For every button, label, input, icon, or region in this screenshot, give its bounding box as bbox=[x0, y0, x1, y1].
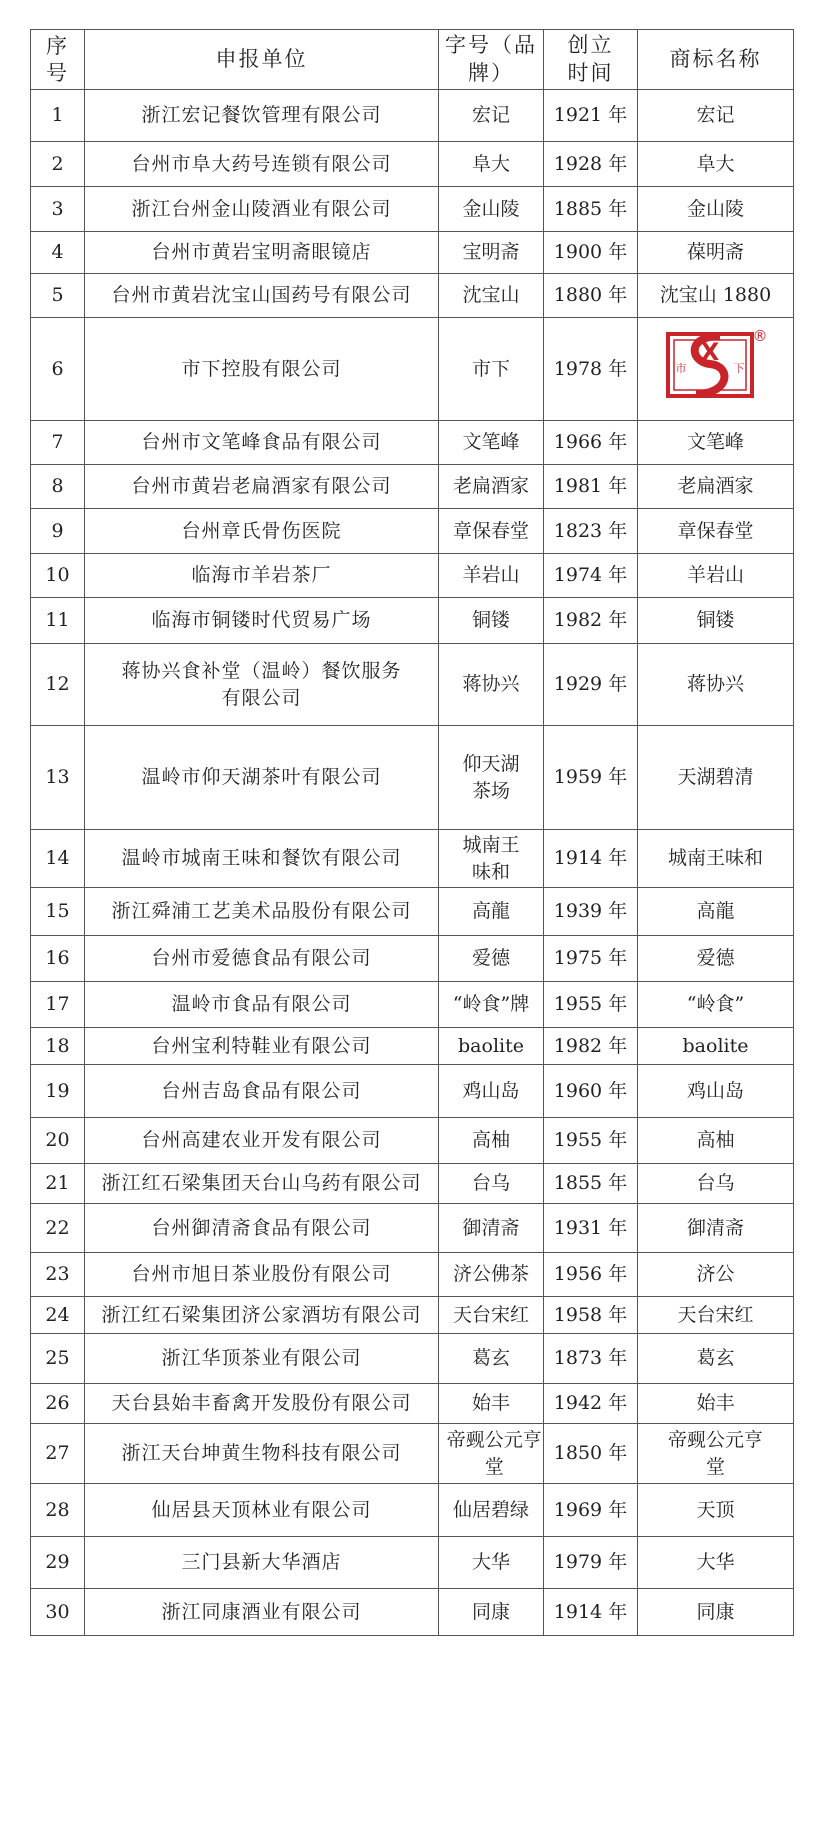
row-index: 10 bbox=[31, 554, 85, 598]
row-brand bbox=[439, 726, 544, 830]
row-trademark: 羊岩山 bbox=[638, 554, 794, 598]
row-index: 18 bbox=[31, 1028, 85, 1065]
row-unit: 浙江同康酒业有限公司 bbox=[85, 1589, 439, 1636]
row-index: 5 bbox=[31, 274, 85, 318]
header-index: 序号 bbox=[31, 30, 85, 90]
row-index: 30 bbox=[31, 1589, 85, 1636]
row-index: 19 bbox=[31, 1065, 85, 1118]
row-trademark: 章保春堂 bbox=[638, 509, 794, 554]
row-unit: 台州吉岛食品有限公司 bbox=[85, 1065, 439, 1118]
row-brand: 阜大 bbox=[439, 142, 544, 187]
row-trademark: 爱德 bbox=[638, 936, 794, 982]
row-brand: 爱德 bbox=[439, 936, 544, 982]
row-index: 24 bbox=[31, 1297, 85, 1334]
table-row bbox=[31, 187, 794, 232]
table-row bbox=[31, 1334, 794, 1384]
row-unit: 临海市铜镂时代贸易广场 bbox=[85, 598, 439, 644]
row-founded: 1959 年 bbox=[544, 726, 638, 830]
row-trademark: 始丰 bbox=[638, 1384, 794, 1424]
table-row bbox=[31, 1204, 794, 1253]
row-brand: 高柚 bbox=[439, 1118, 544, 1164]
row-unit: 仙居县天顶林业有限公司 bbox=[85, 1484, 439, 1537]
table-row bbox=[31, 726, 794, 830]
row-unit: 台州高建农业开发有限公司 bbox=[85, 1118, 439, 1164]
row-index: 8 bbox=[31, 465, 85, 509]
row-founded: 1914 年 bbox=[544, 830, 638, 888]
row-index: 16 bbox=[31, 936, 85, 982]
logo-letter: X bbox=[700, 338, 719, 367]
row-founded: 1974 年 bbox=[544, 554, 638, 598]
row-trademark: 台乌 bbox=[638, 1164, 794, 1204]
row-index: 22 bbox=[31, 1204, 85, 1253]
row-unit: 浙江华顶茶业有限公司 bbox=[85, 1334, 439, 1384]
row-founded: 1823 年 bbox=[544, 509, 638, 554]
row-unit: 台州市黄岩老扁酒家有限公司 bbox=[85, 465, 439, 509]
table-row bbox=[31, 142, 794, 187]
shixia-logo bbox=[664, 322, 768, 412]
row-founded: 1958 年 bbox=[544, 1297, 638, 1334]
row-founded: 1873 年 bbox=[544, 1334, 638, 1384]
row-trademark: 阜大 bbox=[638, 142, 794, 187]
header-trademark: 商标名称 bbox=[638, 30, 794, 90]
table-row bbox=[31, 1424, 794, 1484]
row-trademark bbox=[638, 1424, 794, 1484]
table-row bbox=[31, 1589, 794, 1636]
row-founded: 1885 年 bbox=[544, 187, 638, 232]
table-row bbox=[31, 1118, 794, 1164]
row-index: 26 bbox=[31, 1384, 85, 1424]
row-brand: 铜镂 bbox=[439, 598, 544, 644]
row-index: 23 bbox=[31, 1253, 85, 1297]
row-brand: 葛玄 bbox=[439, 1334, 544, 1384]
row-brand-text: 仰天湖茶场 bbox=[462, 752, 520, 802]
table-row bbox=[31, 509, 794, 554]
row-founded: 1928 年 bbox=[544, 142, 638, 187]
row-brand: 沈宝山 bbox=[439, 274, 544, 318]
table-row bbox=[31, 644, 794, 726]
row-trademark: 金山陵 bbox=[638, 187, 794, 232]
row-index: 6 bbox=[31, 318, 85, 421]
shixia-logo-icon bbox=[666, 322, 766, 408]
row-brand: 金山陵 bbox=[439, 187, 544, 232]
row-brand: 御清斋 bbox=[439, 1204, 544, 1253]
row-trademark: 沈宝山 1880 bbox=[638, 274, 794, 318]
row-trademark: 大华 bbox=[638, 1537, 794, 1589]
row-trademark: 文笔峰 bbox=[638, 421, 794, 465]
table-row bbox=[31, 1384, 794, 1424]
table-row bbox=[31, 830, 794, 888]
table-row bbox=[31, 1537, 794, 1589]
row-trademark: 老扁酒家 bbox=[638, 465, 794, 509]
row-founded: 1979 年 bbox=[544, 1537, 638, 1589]
row-index: 15 bbox=[31, 888, 85, 936]
row-brand: 台乌 bbox=[439, 1164, 544, 1204]
row-unit: 天台县始丰畜禽开发股份有限公司 bbox=[85, 1384, 439, 1424]
row-unit: 三门县新大华酒店 bbox=[85, 1537, 439, 1589]
row-unit-text: 蒋协兴食补堂（温岭）餐饮服务有限公司 bbox=[121, 659, 402, 709]
table-row bbox=[31, 1065, 794, 1118]
row-founded: 1929 年 bbox=[544, 644, 638, 726]
row-brand: 仙居碧绿 bbox=[439, 1484, 544, 1537]
row-brand-text: 帝觋公元亨堂 bbox=[446, 1429, 542, 1478]
row-trademark-text: 帝觋公元亨堂 bbox=[667, 1429, 763, 1478]
table-row bbox=[31, 1253, 794, 1297]
row-index: 27 bbox=[31, 1424, 85, 1484]
row-unit: 浙江天台坤黄生物科技有限公司 bbox=[85, 1424, 439, 1484]
row-unit: 台州市黄岩宝明斋眼镜店 bbox=[85, 232, 439, 274]
row-founded: 1900 年 bbox=[544, 232, 638, 274]
row-brand: 济公佛茶 bbox=[439, 1253, 544, 1297]
row-founded: 1855 年 bbox=[544, 1164, 638, 1204]
row-trademark: 济公 bbox=[638, 1253, 794, 1297]
registered-mark: ® bbox=[752, 327, 768, 346]
table-row bbox=[31, 1164, 794, 1204]
row-index: 14 bbox=[31, 830, 85, 888]
table-row bbox=[31, 421, 794, 465]
row-trademark: 宏记 bbox=[638, 90, 794, 142]
row-brand: 羊岩山 bbox=[439, 554, 544, 598]
row-index: 25 bbox=[31, 1334, 85, 1384]
row-index: 3 bbox=[31, 187, 85, 232]
row-founded: 1914 年 bbox=[544, 1589, 638, 1636]
row-founded: 1850 年 bbox=[544, 1424, 638, 1484]
row-unit: 浙江红石梁集团天台山乌药有限公司 bbox=[85, 1164, 439, 1204]
table-row bbox=[31, 936, 794, 982]
row-trademark: 蒋协兴 bbox=[638, 644, 794, 726]
row-unit: 浙江宏记餐饮管理有限公司 bbox=[85, 90, 439, 142]
row-brand: 同康 bbox=[439, 1589, 544, 1636]
row-brand-text: 城南王味和 bbox=[462, 834, 520, 883]
table-row bbox=[31, 554, 794, 598]
row-brand: 天台宋红 bbox=[439, 1297, 544, 1334]
row-founded: 1975 年 bbox=[544, 936, 638, 982]
row-trademark: 葛玄 bbox=[638, 1334, 794, 1384]
row-founded: 1982 年 bbox=[544, 1028, 638, 1065]
row-brand: baolite bbox=[439, 1028, 544, 1065]
row-trademark: 鸡山岛 bbox=[638, 1065, 794, 1118]
row-brand: 始丰 bbox=[439, 1384, 544, 1424]
row-index: 21 bbox=[31, 1164, 85, 1204]
row-index: 29 bbox=[31, 1537, 85, 1589]
row-brand: 宏记 bbox=[439, 90, 544, 142]
table-row bbox=[31, 274, 794, 318]
row-unit: 台州宝利特鞋业有限公司 bbox=[85, 1028, 439, 1065]
table-row bbox=[31, 598, 794, 644]
row-trademark: 葆明斋 bbox=[638, 232, 794, 274]
row-brand: 鸡山岛 bbox=[439, 1065, 544, 1118]
row-brand: 章保春堂 bbox=[439, 509, 544, 554]
row-unit: 台州市文笔峰食品有限公司 bbox=[85, 421, 439, 465]
header-brand: 字号（品牌） bbox=[439, 30, 544, 90]
row-founded: 1982 年 bbox=[544, 598, 638, 644]
row-trademark: baolite bbox=[638, 1028, 794, 1065]
row-unit bbox=[85, 644, 439, 726]
row-trademark: 御清斋 bbox=[638, 1204, 794, 1253]
row-index: 20 bbox=[31, 1118, 85, 1164]
table-row bbox=[31, 1028, 794, 1065]
row-index: 17 bbox=[31, 982, 85, 1028]
table-row bbox=[31, 90, 794, 142]
row-unit: 台州御清斋食品有限公司 bbox=[85, 1204, 439, 1253]
row-unit: 市下控股有限公司 bbox=[85, 318, 439, 421]
row-brand: 宝明斋 bbox=[439, 232, 544, 274]
row-trademark: 铜镂 bbox=[638, 598, 794, 644]
row-brand: 老扁酒家 bbox=[439, 465, 544, 509]
table-row bbox=[31, 888, 794, 936]
row-brand: 市下 bbox=[439, 318, 544, 421]
row-brand: 大华 bbox=[439, 1537, 544, 1589]
table-row bbox=[31, 1484, 794, 1537]
header-unit: 申报单位 bbox=[85, 30, 439, 90]
row-trademark: “岭食” bbox=[638, 982, 794, 1028]
row-founded: 1942 年 bbox=[544, 1384, 638, 1424]
row-brand bbox=[439, 1424, 544, 1484]
row-trademark: 天顶 bbox=[638, 1484, 794, 1537]
row-founded: 1956 年 bbox=[544, 1253, 638, 1297]
row-unit: 浙江舜浦工艺美术品股份有限公司 bbox=[85, 888, 439, 936]
row-index: 9 bbox=[31, 509, 85, 554]
row-index: 2 bbox=[31, 142, 85, 187]
row-unit: 台州市黄岩沈宝山国药号有限公司 bbox=[85, 274, 439, 318]
row-index: 12 bbox=[31, 644, 85, 726]
table-row bbox=[31, 982, 794, 1028]
brand-table-sheet bbox=[30, 29, 793, 1636]
row-index: 1 bbox=[31, 90, 85, 142]
row-trademark: 高龍 bbox=[638, 888, 794, 936]
row-trademark: 高柚 bbox=[638, 1118, 794, 1164]
row-founded: 1939 年 bbox=[544, 888, 638, 936]
row-unit: 临海市羊岩茶厂 bbox=[85, 554, 439, 598]
row-trademark: 天湖碧清 bbox=[638, 726, 794, 830]
row-unit: 温岭市食品有限公司 bbox=[85, 982, 439, 1028]
row-unit: 台州市爱德食品有限公司 bbox=[85, 936, 439, 982]
row-unit: 温岭市城南王味和餐饮有限公司 bbox=[85, 830, 439, 888]
row-trademark: 城南王味和 bbox=[638, 830, 794, 888]
row-unit: 浙江红石梁集团济公家酒坊有限公司 bbox=[85, 1297, 439, 1334]
row-index: 13 bbox=[31, 726, 85, 830]
row-brand: 文笔峰 bbox=[439, 421, 544, 465]
time-honored-brand-table bbox=[30, 29, 794, 1636]
row-index: 7 bbox=[31, 421, 85, 465]
row-trademark: 天台宋红 bbox=[638, 1297, 794, 1334]
table-row bbox=[31, 1297, 794, 1334]
row-index: 4 bbox=[31, 232, 85, 274]
header-row bbox=[31, 30, 794, 90]
row-founded: 1880 年 bbox=[544, 274, 638, 318]
row-founded: 1955 年 bbox=[544, 982, 638, 1028]
row-brand: 蒋协兴 bbox=[439, 644, 544, 726]
row-founded: 1955 年 bbox=[544, 1118, 638, 1164]
row-founded: 1966 年 bbox=[544, 421, 638, 465]
row-founded: 1981 年 bbox=[544, 465, 638, 509]
row-index: 11 bbox=[31, 598, 85, 644]
row-unit: 台州市阜大药号连锁有限公司 bbox=[85, 142, 439, 187]
table-row bbox=[31, 318, 794, 421]
row-index: 28 bbox=[31, 1484, 85, 1537]
row-trademark-logo bbox=[638, 318, 794, 421]
row-founded: 1960 年 bbox=[544, 1065, 638, 1118]
row-brand: “岭食”牌 bbox=[439, 982, 544, 1028]
row-brand: 高龍 bbox=[439, 888, 544, 936]
row-brand bbox=[439, 830, 544, 888]
table-row bbox=[31, 465, 794, 509]
row-unit: 浙江台州金山陵酒业有限公司 bbox=[85, 187, 439, 232]
row-founded: 1969 年 bbox=[544, 1484, 638, 1537]
row-founded: 1978 年 bbox=[544, 318, 638, 421]
row-founded: 1921 年 bbox=[544, 90, 638, 142]
row-founded: 1931 年 bbox=[544, 1204, 638, 1253]
table-row bbox=[31, 232, 794, 274]
row-unit: 温岭市仰天湖茶叶有限公司 bbox=[85, 726, 439, 830]
row-unit: 台州市旭日茶业股份有限公司 bbox=[85, 1253, 439, 1297]
logo-left-char: 市 bbox=[675, 362, 686, 376]
row-unit: 台州章氏骨伤医院 bbox=[85, 509, 439, 554]
row-trademark: 同康 bbox=[638, 1589, 794, 1636]
logo-right-char: 下 bbox=[733, 362, 744, 376]
header-founded: 创立时间 bbox=[544, 30, 638, 90]
